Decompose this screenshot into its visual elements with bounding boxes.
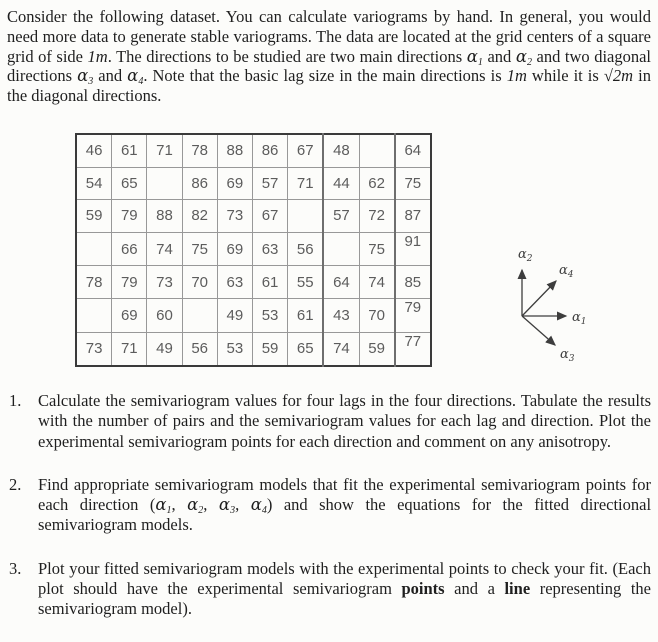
grid-cell: 48 — [323, 134, 359, 167]
grid-cell: 75 — [395, 167, 431, 200]
grid-cell: 79 — [112, 200, 147, 233]
question-item-2 — [7, 475, 651, 536]
grid-cell: 59 — [252, 332, 287, 366]
grid-cell: 43 — [323, 298, 359, 332]
alpha1-label: $\alpha_1$ — [572, 310, 587, 327]
grid-cell: 88 — [147, 200, 182, 233]
grid-cell: 75 — [359, 232, 395, 266]
alpha4-arrow — [522, 281, 556, 316]
questions-list — [0, 391, 658, 642]
grid-cell: 79 — [112, 266, 147, 299]
grid-row — [76, 200, 431, 233]
grid-cell: 71 — [112, 332, 147, 366]
grid-cell: 55 — [288, 266, 324, 299]
question-number: 3. — [9, 558, 22, 578]
grid-cell: 64 — [395, 134, 431, 167]
grid-cell: 59 — [359, 332, 395, 366]
question-item-1 — [7, 391, 651, 452]
grid-cell: 69 — [112, 298, 147, 332]
grid-cell: 54 — [76, 167, 112, 200]
grid-cell: 53 — [217, 332, 252, 366]
question-text: Calculate the semivariogram values for four lags in the four directions. Tabulate the results with the number of pairs and the semivariogram values for each lag and direction. Plot the experimental semivariogram points for each direction and comment on any anisotropy. — [38, 391, 651, 451]
grid-cell — [359, 134, 395, 167]
intro-paragraph: Consider the following dataset. You can calculate variograms by hand. In general, you would need more data to generate stable variograms. The data are located at the grid centers of a square grid of side 1m. The directions to be studied are two main directions $\alpha_1$ and $\alpha_2$ and two diagonal directions $\alpha_3$ and $\alpha_4$. Note that the basic lag size in the main directions is 1m while it is √2m in the diagonal directions. — [7, 7, 652, 106]
grid-cell: 63 — [217, 266, 252, 299]
grid-row — [76, 266, 431, 299]
alpha3-label: $\alpha_3$ — [560, 347, 575, 364]
question-item-3 — [7, 559, 651, 620]
grid-cell: 70 — [182, 266, 217, 299]
grid-cell: 78 — [182, 134, 217, 167]
grid-cell: 74 — [359, 266, 395, 299]
grid-cell: 74 — [323, 332, 359, 366]
grid-cell: 91 — [395, 232, 431, 266]
grid-cell: 72 — [359, 200, 395, 233]
grid-cell: 87 — [395, 200, 431, 233]
question-number: 1. — [9, 391, 22, 410]
grid-cell: 60 — [147, 298, 182, 332]
grid-cell: 69 — [217, 232, 252, 266]
alpha3-arrow — [522, 316, 555, 345]
grid-cell: 66 — [112, 232, 147, 266]
grid-cell — [323, 232, 359, 266]
grid-cell — [76, 232, 112, 266]
grid-cell: 67 — [252, 200, 287, 233]
grid-cell: 63 — [252, 232, 287, 266]
grid-cell: 77 — [395, 332, 431, 366]
question-number: 2. — [9, 474, 22, 494]
grid-cell: 57 — [252, 167, 287, 200]
grid-cell: 56 — [288, 232, 324, 266]
grid-cell: 44 — [323, 167, 359, 200]
grid-cell: 78 — [76, 266, 112, 299]
grid-cell: 86 — [182, 167, 217, 200]
grid-row — [76, 134, 431, 167]
grid-cell: 46 — [76, 134, 112, 167]
grid-cell — [288, 200, 324, 233]
data-grid-table — [75, 133, 432, 367]
grid-row — [76, 232, 431, 266]
grid-cell: 73 — [147, 266, 182, 299]
grid-cell: 64 — [323, 266, 359, 299]
grid-cell: 53 — [252, 298, 287, 332]
grid-cell: 49 — [217, 298, 252, 332]
grid-cell: 82 — [182, 200, 217, 233]
grid-row — [76, 167, 431, 200]
grid-row — [76, 298, 431, 332]
grid-cell — [76, 298, 112, 332]
grid-cell: 61 — [288, 298, 324, 332]
grid-cell: 75 — [182, 232, 217, 266]
grid-cell: 86 — [252, 134, 287, 167]
grid-cell: 73 — [217, 200, 252, 233]
grid-row — [76, 332, 431, 366]
grid-cell: 49 — [147, 332, 182, 366]
question-text: Find appropriate semivariogram models that fit the experimental semivariogram points for each direction ($\alpha_1$, $\alpha_2$, $\alpha_3$, $\alpha_4$) and show the equations for the fitted directional semivariogram models. — [38, 474, 652, 535]
grid-cell: 69 — [217, 167, 252, 200]
grid-cell: 79 — [395, 298, 431, 332]
alpha4-label: $\alpha_4$ — [559, 263, 574, 280]
grid-cell: 61 — [252, 266, 287, 299]
grid-cell: 62 — [359, 167, 395, 200]
alpha2-label: $\alpha_2$ — [518, 247, 533, 264]
grid-cell: 74 — [147, 232, 182, 266]
grid-cell: 59 — [76, 200, 112, 233]
grid-cell: 70 — [359, 298, 395, 332]
grid-cell: 71 — [147, 134, 182, 167]
grid-cell — [147, 167, 182, 200]
grid-cell — [182, 298, 217, 332]
grid-cell: 71 — [288, 167, 324, 200]
grid-cell: 67 — [288, 134, 324, 167]
grid-cell: 65 — [112, 167, 147, 200]
question-text: Plot your fitted semivariogram models with the experimental points to check your fit. (Each plot should have the experimental semivariogram points and a line representing the semivariogram model). — [38, 558, 651, 619]
grid-cell: 85 — [395, 266, 431, 299]
grid-cell: 88 — [217, 134, 252, 167]
grid-cell: 73 — [76, 332, 112, 366]
grid-cell: 61 — [112, 134, 147, 167]
grid-cell: 56 — [182, 332, 217, 366]
grid-cell: 57 — [323, 200, 359, 233]
grid-cell: 65 — [288, 332, 324, 366]
direction-diagram — [492, 243, 617, 368]
